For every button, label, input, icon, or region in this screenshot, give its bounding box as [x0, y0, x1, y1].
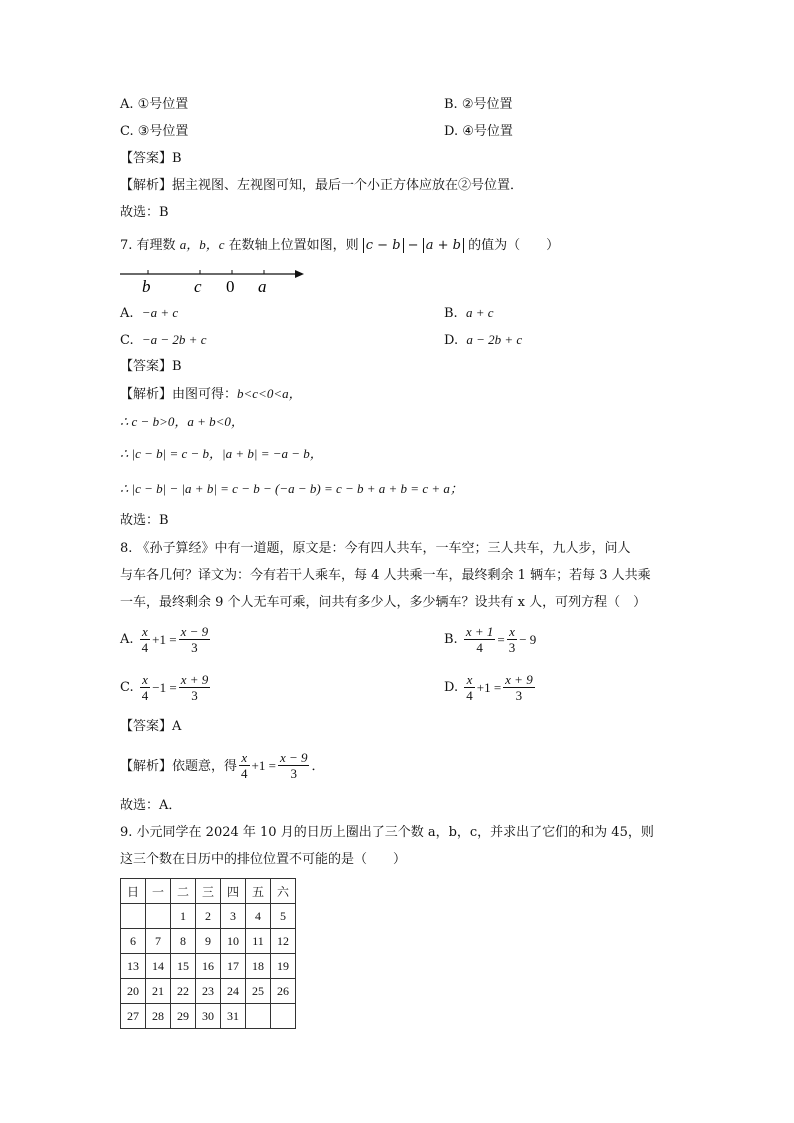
calendar-header-cell: 一	[146, 879, 171, 904]
numerator: x + 9	[180, 672, 209, 687]
numerator: x	[140, 624, 151, 640]
q7-option-d	[444, 331, 522, 350]
q7-option-a-expr: −a + c	[141, 305, 179, 320]
q8-stem-2: 与车各几何？译文为：今有若干人乘车，每 4 人共乘一车，最终剩余 1 辆车；若每 3 人共乘	[120, 568, 651, 583]
calendar-row	[121, 929, 296, 954]
denominator: 3	[290, 766, 297, 781]
calendar-cell: 4	[246, 904, 271, 929]
calendar-cell: 1	[171, 904, 196, 929]
denominator: 4	[241, 766, 248, 781]
numerator: x	[464, 672, 475, 688]
q8-option-c	[120, 672, 212, 703]
fraction	[140, 672, 151, 703]
calendar-cell: 20	[121, 979, 146, 1004]
number-line	[118, 262, 308, 296]
calendar-cell: 17	[221, 954, 246, 979]
calendar-table	[120, 878, 296, 1029]
calendar-cell: 19	[271, 954, 296, 979]
q7-analysis	[120, 385, 302, 404]
q8-analysis-head: 【解析】依题意，得	[120, 757, 238, 773]
q8-option-d-label: D.	[444, 680, 459, 695]
q8-option-b-label: B.	[444, 632, 458, 647]
q7-analysis-rel: b<c<0<a，	[237, 386, 302, 401]
q8-stem-3: 一车，最终剩余 9 个人无车可乘，问共有多少人，多少辆车？设共有 x 人，可列方程（ ）	[120, 595, 647, 610]
q7-step-2: ∴ |c − b| = c − b，|a + b| = −a − b，	[120, 446, 323, 461]
operator: +1 =	[251, 757, 276, 773]
q6-option-a: A. ①号位置	[120, 97, 189, 112]
calendar-cell: 15	[171, 954, 196, 979]
q9-stem-2: 这三个数在日历中的排位位置不可能的是（ ）	[120, 852, 407, 867]
fraction	[464, 672, 475, 703]
calendar-cell: 28	[146, 1004, 171, 1029]
operator: −1 =	[152, 679, 177, 695]
q8-option-a	[120, 624, 212, 655]
calendar-cell: 5	[271, 904, 296, 929]
q6-option-d: D. ④号位置	[444, 124, 513, 139]
q7-option-d-expr: a − 2b + c	[466, 332, 523, 347]
numerator: x	[140, 672, 151, 688]
calendar-header-cell: 三	[196, 879, 221, 904]
q6-option-b: B. ②号位置	[444, 97, 513, 112]
calendar-cell: 27	[121, 1004, 146, 1029]
numerator: x + 9	[505, 672, 533, 687]
q8-answer: 【答案】A	[120, 719, 182, 734]
denominator: 4	[476, 640, 483, 655]
denominator: 4	[466, 688, 473, 703]
q7-option-a-label: A.	[120, 306, 134, 321]
q7-step-3: ∴ |c − b| − |a + b| = c − b − (−a − b) = c − b + a + b = c + a；	[120, 481, 463, 496]
fraction	[140, 624, 151, 655]
q8-stem-1: 8. 《孙子算经》中有一道题，原文是：今有四人共车，一车空；三人共车，九人步，问人	[120, 541, 631, 556]
q7-option-c	[120, 331, 206, 350]
fraction	[179, 624, 211, 655]
fraction	[507, 624, 518, 655]
q7-stem-vars: a，b，c	[179, 237, 225, 252]
q6-analysis: 【解析】据主视图、左视图可知，最后一个小正方体应放在②号位置．	[120, 178, 524, 193]
q8-option-c-label: C.	[120, 680, 134, 695]
calendar-cell	[146, 904, 171, 929]
calendar-cell: 21	[146, 979, 171, 1004]
fraction	[239, 750, 250, 781]
fraction	[464, 624, 496, 655]
calendar-cell: 3	[221, 904, 246, 929]
label-c: c	[194, 277, 202, 296]
calendar-cell: 22	[171, 979, 196, 1004]
label-zero: 0	[226, 277, 235, 296]
calendar-cell: 31	[221, 1004, 246, 1029]
calendar-cell	[121, 904, 146, 929]
q7-stem-a: 7. 有理数	[120, 238, 176, 253]
calendar-header-cell: 五	[246, 879, 271, 904]
q7-stem	[120, 236, 559, 255]
label-b: b	[142, 277, 151, 296]
operator: +1 =	[152, 631, 177, 647]
q8-option-d	[444, 672, 537, 703]
denominator: 4	[141, 688, 149, 703]
denominator: 4	[141, 640, 149, 655]
q7-stem-b: 在数轴上位置如图，则	[228, 238, 359, 253]
fraction	[503, 672, 535, 703]
q7-analysis-head: 【解析】由图可得：	[120, 387, 238, 402]
calendar-cell: 2	[196, 904, 221, 929]
calendar-header-cell: 六	[271, 879, 296, 904]
calendar-cell: 11	[246, 929, 271, 954]
numerator: x − 9	[180, 624, 209, 639]
q7-option-b-label: B.	[444, 306, 458, 321]
operator: =	[497, 631, 505, 647]
calendar-header-row	[121, 879, 296, 904]
calendar-cell: 14	[146, 954, 171, 979]
q7-step-1: ∴ c − b>0，a + b<0，	[120, 414, 244, 429]
calendar-cell: 25	[246, 979, 271, 1004]
calendar-cell: 16	[196, 954, 221, 979]
q8-option-b	[444, 624, 536, 655]
numerator: x	[239, 750, 250, 766]
calendar-cell: 8	[171, 929, 196, 954]
q7-option-c-label: C.	[120, 333, 134, 348]
calendar-header-cell: 四	[221, 879, 246, 904]
calendar-cell: 18	[246, 954, 271, 979]
numerator: x − 9	[279, 750, 308, 765]
calendar-row	[121, 1004, 296, 1029]
numerator: x	[507, 624, 518, 640]
q7-answer: 【答案】B	[120, 359, 182, 374]
q7-option-d-label: D.	[444, 333, 459, 348]
tail: − 9	[519, 631, 537, 647]
q7-option-b-expr: a + c	[465, 305, 494, 320]
q7-expr-1: c − b	[363, 238, 404, 253]
calendar-cell: 13	[121, 954, 146, 979]
denominator: 3	[191, 688, 198, 703]
calendar-cell: 24	[221, 979, 246, 1004]
calendar-row	[121, 904, 296, 929]
q8-option-a-label: A.	[120, 632, 134, 647]
arrow-right-icon	[295, 270, 304, 278]
q8-pick: 故选：A．	[120, 798, 182, 813]
calendar-cell: 9	[196, 929, 221, 954]
calendar-cell: 23	[196, 979, 221, 1004]
denominator: 3	[515, 688, 523, 703]
q7-option-b	[444, 304, 494, 323]
calendar-cell	[271, 1004, 296, 1029]
calendar-cell: 30	[196, 1004, 221, 1029]
fraction	[179, 672, 211, 703]
calendar-cell: 26	[271, 979, 296, 1004]
q7-pick: 故选：B	[120, 513, 169, 528]
calendar-row	[121, 979, 296, 1004]
tail: ．	[311, 757, 325, 773]
calendar-cell: 29	[171, 1004, 196, 1029]
denominator: 3	[508, 640, 516, 655]
calendar-row	[121, 954, 296, 979]
q7-expr-2: a + b	[423, 238, 464, 253]
label-a: a	[258, 277, 267, 296]
operator: +1 =	[476, 679, 502, 695]
q6-pick: 故选：B	[120, 205, 169, 220]
numerator: x + 1	[465, 624, 494, 639]
denominator: 3	[191, 640, 198, 655]
q7-stem-c: 的值为（ ）	[468, 238, 560, 253]
fraction	[278, 750, 310, 781]
q9-stem-1: 9. 小元同学在 2024 年 10 月的日历上圈出了三个数 a，b，c，并求出了它们的和为 45，则	[120, 825, 654, 840]
q8-analysis	[120, 750, 325, 781]
q7-expr-minus: −	[407, 238, 419, 253]
calendar-cell: 7	[146, 929, 171, 954]
calendar-header-cell: 二	[171, 879, 196, 904]
calendar-header-cell: 日	[121, 879, 146, 904]
q7-option-c-expr: −a − 2b + c	[141, 332, 207, 347]
calendar-cell: 10	[221, 929, 246, 954]
q6-option-c: C. ③号位置	[120, 124, 189, 139]
q7-option-a	[120, 304, 178, 323]
q6-answer: 【答案】B	[120, 151, 182, 166]
calendar-cell	[246, 1004, 271, 1029]
calendar-cell: 6	[121, 929, 146, 954]
calendar-cell: 12	[271, 929, 296, 954]
